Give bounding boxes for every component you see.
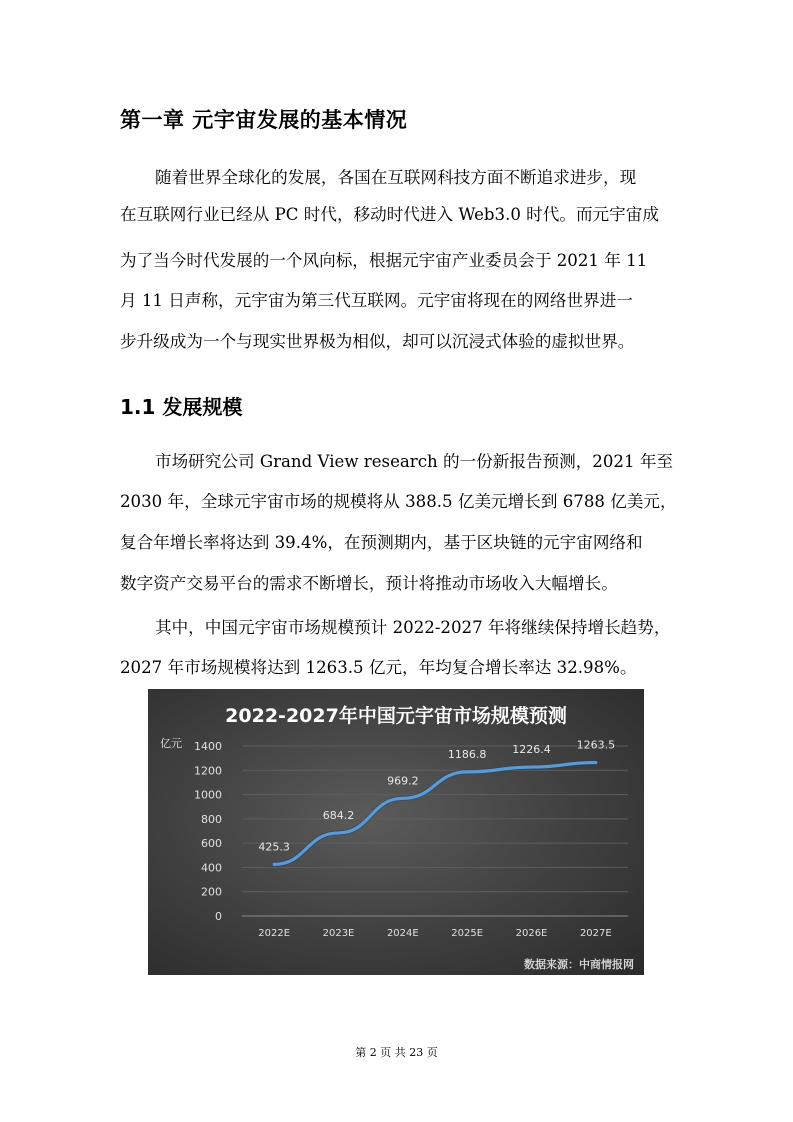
y-tick-label: 200: [201, 885, 222, 899]
x-tick-label: 2027E: [579, 928, 612, 939]
text-line: 随着世界全球化的发展，各国在互联网科技方面不断追求进步，现: [155, 168, 637, 187]
text-line: 为了当今时代发展的一个风向标，根据元宇宙产业委员会于 2021 年 11: [120, 251, 648, 270]
y-tick-label: 0: [215, 910, 222, 923]
y-tick-label: 400: [201, 861, 222, 875]
text-line: 市场研究公司 Grand View research 的一份新报告预测，2021 年至: [155, 452, 674, 471]
market-size-chart: [148, 689, 644, 975]
text-line: 复合年增长率将达到 39.4%，在预测期内，基于区块链的元宇宙网络和: [120, 533, 643, 552]
x-tick-label: 2023E: [322, 928, 355, 939]
chart-gridlines: [242, 746, 628, 916]
x-tick-label: 2026E: [515, 928, 548, 939]
chart-title: 2022-2027年中国元宇宙市场规模预测: [225, 705, 567, 727]
data-label: 1186.8: [447, 747, 487, 761]
page-footer: 第 2 页 共 23 页: [355, 1046, 438, 1059]
x-tick-label: 2022E: [258, 928, 291, 939]
data-label: 1263.5: [576, 738, 616, 752]
chart-y-ticks: [194, 740, 222, 923]
text-line: 其中，中国元宇宙市场规模预计 2022-2027 年将继续保持增长趋势，: [155, 618, 671, 637]
data-label: 684.2: [322, 808, 355, 822]
y-tick-label: 1200: [194, 764, 222, 778]
chart-data-labels: [258, 739, 615, 854]
text-line: 月 11 日声称，元宇宙为第三代互联网。元宇宙将现在的网络世界进一: [120, 291, 633, 310]
text-line: 数字资产交易平台的需求不断增长，预计将推动市场收入大幅增长。: [120, 574, 618, 593]
y-tick-label: 1400: [194, 740, 222, 753]
chart-svg: [148, 689, 644, 975]
data-label: 1226.4: [512, 743, 551, 757]
text-line: 2030 年，全球元宇宙市场的规模将从 388.5 亿美元增长到 6788 亿美元，: [120, 492, 677, 511]
data-label: 425.3: [258, 840, 290, 854]
text-line: 步升级成为一个与现实世界极为相似，却可以沉浸式体验的虚拟世界。: [120, 332, 635, 351]
y-tick-label: 800: [201, 812, 222, 826]
chapter-heading: 第一章 元宇宙发展的基本情况: [120, 108, 408, 132]
chart-source: 数据来源：中商情报网: [524, 958, 634, 971]
y-tick-label: 1000: [194, 788, 222, 802]
x-tick-label: 2024E: [386, 928, 419, 939]
section-heading: 1.1 发展规模: [120, 395, 243, 419]
text-line: 2027 年市场规模将达到 1263.5 亿元，年均复合增长率达 32.98%。: [120, 658, 637, 677]
x-tick-label: 2025E: [451, 928, 484, 939]
chart-y-unit-label: 亿元: [160, 737, 182, 750]
y-tick-label: 600: [201, 837, 222, 851]
data-label: 969.2: [387, 774, 419, 788]
text-line: 在互联网行业已经从 PC 时代，移动时代进入 Web3.0 时代。而元宇宙成: [120, 205, 659, 224]
chart-x-ticks: [258, 928, 611, 939]
